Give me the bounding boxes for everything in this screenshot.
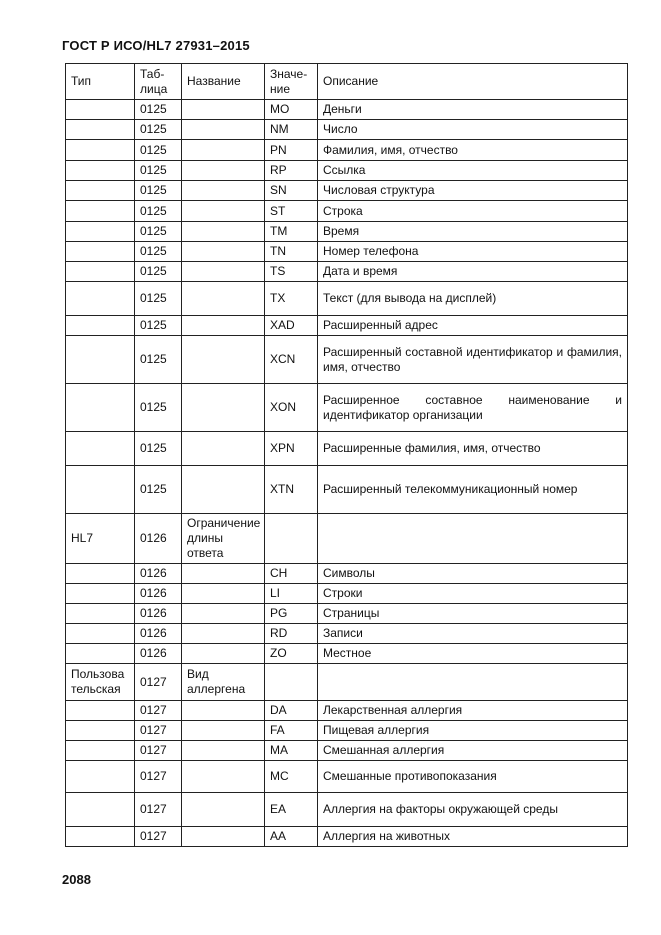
cell-name [182, 644, 265, 664]
cell-type [66, 761, 135, 793]
cell-value: RD [265, 624, 318, 644]
cell-table: 0125 [135, 432, 182, 466]
cell-name [182, 384, 265, 432]
cell-value: ST [265, 201, 318, 222]
cell-name [182, 222, 265, 242]
cell-description: Время [318, 222, 628, 242]
cell-type [66, 100, 135, 120]
cell-type [66, 466, 135, 514]
cell-table: 0125 [135, 201, 182, 222]
cell-table: 0127 [135, 701, 182, 721]
cell-name [182, 741, 265, 761]
cell-description: Аллергия на животных [318, 827, 628, 847]
cell-name [182, 721, 265, 741]
cell-type [66, 827, 135, 847]
cell-description: Ссылка [318, 161, 628, 181]
cell-name [182, 466, 265, 514]
table-row [66, 336, 628, 384]
table-row [66, 201, 628, 222]
cell-description: Местное [318, 644, 628, 664]
cell-name [182, 604, 265, 624]
table-row [66, 564, 628, 584]
cell-name [182, 701, 265, 721]
table-row [66, 761, 628, 793]
cell-value: TN [265, 242, 318, 262]
cell-value: LI [265, 584, 318, 604]
cell-table: 0127 [135, 827, 182, 847]
cell-type [66, 282, 135, 316]
table-row [66, 140, 628, 161]
table-row [66, 701, 628, 721]
table-row [66, 161, 628, 181]
cell-type [66, 316, 135, 336]
cell-description [318, 664, 628, 701]
cell-type [66, 432, 135, 466]
cell-description: Строка [318, 201, 628, 222]
cell-name [182, 336, 265, 384]
cell-description: Номер телефона [318, 242, 628, 262]
cell-type [66, 624, 135, 644]
cell-description: Пищевая аллергия [318, 721, 628, 741]
cell-type [66, 384, 135, 432]
cell-table: 0125 [135, 181, 182, 201]
code-table [65, 63, 628, 847]
cell-description: Расширенный телекоммуникационный номер [318, 466, 628, 514]
table-header-row [66, 64, 628, 100]
cell-description: Смешанные противопоказания [318, 761, 628, 793]
cell-name [182, 161, 265, 181]
cell-description: Расширенный составной идентификатор и фамилия, имя, отчество [318, 336, 628, 384]
cell-value: NM [265, 120, 318, 140]
cell-value: PN [265, 140, 318, 161]
cell-table: 0126 [135, 514, 182, 564]
cell-description: Фамилия, имя, отчество [318, 140, 628, 161]
cell-name [182, 100, 265, 120]
cell-description: Числовая структура [318, 181, 628, 201]
table-row [66, 282, 628, 316]
cell-type: Пользовательская [66, 664, 135, 701]
table-row [66, 793, 628, 827]
table-row [66, 624, 628, 644]
cell-value: AA [265, 827, 318, 847]
cell-description: Лекарственная аллергия [318, 701, 628, 721]
page-number: 2088 [62, 872, 91, 887]
cell-table: 0126 [135, 624, 182, 644]
cell-name [182, 584, 265, 604]
cell-value: XPN [265, 432, 318, 466]
table-row [66, 466, 628, 514]
col-header-type: Тип [66, 64, 135, 100]
table-row [66, 262, 628, 282]
cell-type [66, 721, 135, 741]
cell-type: HL7 [66, 514, 135, 564]
cell-value: SN [265, 181, 318, 201]
col-header-name: Название [182, 64, 265, 100]
cell-value: CH [265, 564, 318, 584]
cell-type [66, 793, 135, 827]
cell-description: Расширенное составное наименование и идентификатор организации [318, 384, 628, 432]
cell-table: 0125 [135, 466, 182, 514]
col-header-value: Значе- ние [265, 64, 318, 100]
cell-table: 0127 [135, 761, 182, 793]
cell-name [182, 181, 265, 201]
cell-type [66, 336, 135, 384]
cell-type [66, 222, 135, 242]
cell-type [66, 161, 135, 181]
table-row [66, 384, 628, 432]
cell-type [66, 242, 135, 262]
cell-type [66, 262, 135, 282]
cell-table: 0125 [135, 384, 182, 432]
cell-value: TX [265, 282, 318, 316]
table-row [66, 181, 628, 201]
cell-value: MA [265, 741, 318, 761]
cell-table: 0125 [135, 100, 182, 120]
cell-table: 0125 [135, 222, 182, 242]
cell-name [182, 624, 265, 644]
table-row [66, 120, 628, 140]
cell-description: Строки [318, 584, 628, 604]
cell-description: Текст (для вывода на дисплей) [318, 282, 628, 316]
cell-table: 0125 [135, 262, 182, 282]
cell-value: XON [265, 384, 318, 432]
cell-type [66, 564, 135, 584]
cell-table: 0127 [135, 664, 182, 701]
cell-table: 0127 [135, 793, 182, 827]
cell-table: 0125 [135, 161, 182, 181]
cell-value: MC [265, 761, 318, 793]
cell-description [318, 514, 628, 564]
cell-type [66, 181, 135, 201]
cell-name [182, 120, 265, 140]
cell-table: 0127 [135, 741, 182, 761]
cell-description: Смешанная аллергия [318, 741, 628, 761]
cell-table: 0125 [135, 316, 182, 336]
table-row [66, 242, 628, 262]
cell-table: 0125 [135, 282, 182, 316]
cell-value: FA [265, 721, 318, 741]
cell-description: Записи [318, 624, 628, 644]
cell-description: Число [318, 120, 628, 140]
cell-type [66, 584, 135, 604]
cell-type [66, 741, 135, 761]
cell-name [182, 316, 265, 336]
cell-name [182, 564, 265, 584]
cell-value [265, 664, 318, 701]
cell-value: ZO [265, 644, 318, 664]
table-row [66, 721, 628, 741]
table-row [66, 432, 628, 466]
table-row [66, 741, 628, 761]
cell-name [182, 827, 265, 847]
cell-name [182, 793, 265, 827]
table-row [66, 514, 628, 564]
table-row [66, 316, 628, 336]
cell-table: 0125 [135, 120, 182, 140]
document-header: ГОСТ Р ИСО/HL7 27931–2015 [62, 38, 250, 53]
table-row [66, 584, 628, 604]
cell-description: Аллергия на факторы окружающей среды [318, 793, 628, 827]
table-row [66, 222, 628, 242]
cell-type [66, 120, 135, 140]
cell-name [182, 432, 265, 466]
cell-value: TM [265, 222, 318, 242]
cell-value [265, 514, 318, 564]
col-header-description: Описание [318, 64, 628, 100]
cell-value: XTN [265, 466, 318, 514]
cell-name [182, 282, 265, 316]
cell-name [182, 262, 265, 282]
cell-value: DA [265, 701, 318, 721]
cell-type [66, 701, 135, 721]
cell-description: Страницы [318, 604, 628, 624]
cell-value: PG [265, 604, 318, 624]
cell-table: 0125 [135, 336, 182, 384]
cell-type [66, 201, 135, 222]
col-header-table: Таб- лица [135, 64, 182, 100]
cell-type [66, 644, 135, 664]
cell-value: XCN [265, 336, 318, 384]
cell-description: Расширенный адрес [318, 316, 628, 336]
cell-name [182, 140, 265, 161]
table-row [66, 827, 628, 847]
cell-table: 0126 [135, 604, 182, 624]
cell-name [182, 761, 265, 793]
cell-description: Деньги [318, 100, 628, 120]
cell-name [182, 201, 265, 222]
cell-value: EA [265, 793, 318, 827]
cell-name: Ограничение длины ответа [182, 514, 265, 564]
cell-value: MO [265, 100, 318, 120]
table-row [66, 604, 628, 624]
cell-value: TS [265, 262, 318, 282]
cell-table: 0126 [135, 564, 182, 584]
cell-description: Расширенные фамилия, имя, отчество [318, 432, 628, 466]
cell-value: RP [265, 161, 318, 181]
cell-description: Символы [318, 564, 628, 584]
table-row [66, 100, 628, 120]
cell-table: 0127 [135, 721, 182, 741]
cell-table: 0125 [135, 242, 182, 262]
cell-table: 0125 [135, 140, 182, 161]
table-row [66, 664, 628, 701]
table-row [66, 644, 628, 664]
cell-table: 0126 [135, 644, 182, 664]
cell-description: Дата и время [318, 262, 628, 282]
cell-type [66, 140, 135, 161]
cell-value: XAD [265, 316, 318, 336]
cell-name: Вид аллергена [182, 664, 265, 701]
cell-name [182, 242, 265, 262]
cell-type [66, 604, 135, 624]
cell-table: 0126 [135, 584, 182, 604]
